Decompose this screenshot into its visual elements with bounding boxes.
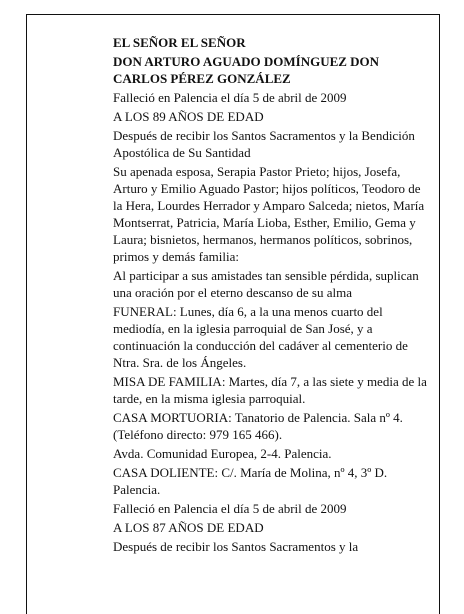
- obituary-text: [113, 34, 433, 557]
- paragraph: Avda. Comunidad Europea, 2-4. Palencia.: [113, 446, 332, 461]
- paragraph: Su apenada esposa, Serapia Pastor Prieto; hijos, Josefa, Arturo y Emilio Aguado Pastor; hijos políticos, Teodoro de la Hera, Lourdes Herrador y Amparo Salceda; nietos, María Montserrat, Patricia, María Lioba, Esther, Emilio, Gema y Laura; bisnietos, hermanos, hermanos políticos, sobrinos, primos y demás familia:: [113, 164, 425, 264]
- paragraph: Al participar a sus amistades tan sensible pérdida, suplican una oración por el eterno descanso de su alma: [113, 268, 419, 300]
- paragraph: Falleció en Palencia el día 5 de abril de 2009: [113, 501, 347, 516]
- paragraph: Después de recibir los Santos Sacramentos y la Bendición Apostólica de Su Santidad: [113, 128, 415, 160]
- paragraph: FUNERAL: Lunes, día 6, a la una menos cuarto del mediodía, en la iglesia parroquial de San José, y a continuación la conducción del cadáver al cementerio de Ntra. Sra. de los Ángeles.: [113, 304, 408, 370]
- paragraph: Después de recibir los Santos Sacramentos y la: [113, 539, 359, 554]
- header-line-2: DON ARTURO AGUADO DOMÍNGUEZ DON CARLOS PÉREZ GONZÁLEZ: [113, 54, 380, 86]
- header-line-1: EL SEÑOR EL SEÑOR: [113, 35, 246, 50]
- paragraph: MISA DE FAMILIA: Martes, día 7, a las siete y media de la tarde, en la misma iglesia parroquial.: [113, 374, 427, 406]
- paragraph: Falleció en Palencia el día 5 de abril de 2009: [113, 90, 347, 105]
- paragraph: CASA DOLIENTE: C/. María de Molina, nº 4, 3º D. Palencia.: [113, 465, 388, 497]
- paragraph: CASA MORTUORIA: Tanatorio de Palencia. Sala nº 4. (Teléfono directo: 979 165 466).: [113, 410, 403, 442]
- paragraph: A LOS 89 AÑOS DE EDAD: [113, 109, 264, 124]
- paragraph: A LOS 87 AÑOS DE EDAD: [113, 520, 264, 535]
